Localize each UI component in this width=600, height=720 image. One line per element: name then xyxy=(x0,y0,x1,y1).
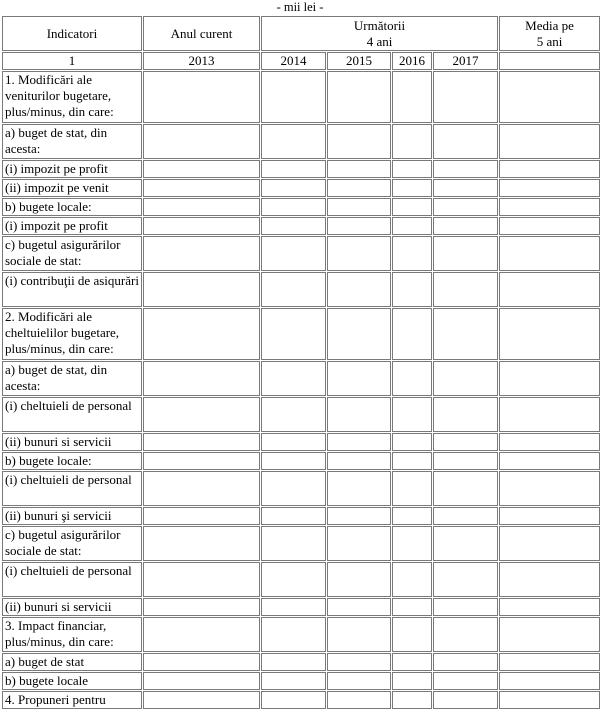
value-cell xyxy=(143,598,260,616)
table-row xyxy=(2,452,600,470)
indicator-label: c) bugetul asigurărilor sociale de stat: xyxy=(2,236,142,271)
header-anul-curent: Anul curent xyxy=(143,16,260,51)
value-cell xyxy=(143,160,260,178)
value-cell xyxy=(392,562,432,597)
value-cell xyxy=(433,160,498,178)
value-cell xyxy=(392,236,432,271)
value-cell xyxy=(392,672,432,690)
table-row xyxy=(2,272,600,307)
value-cell xyxy=(433,236,498,271)
value-cell xyxy=(327,198,391,216)
value-cell xyxy=(143,562,260,597)
table-row xyxy=(2,217,600,235)
value-cell xyxy=(499,526,600,561)
header-media-5-ani xyxy=(499,16,600,51)
value-cell xyxy=(261,433,326,451)
indicator-label: a) buget de stat, din acesta: xyxy=(2,361,142,396)
value-cell xyxy=(327,526,391,561)
value-cell xyxy=(327,236,391,271)
value-cell xyxy=(261,562,326,597)
value-cell xyxy=(327,397,391,432)
value-cell xyxy=(143,471,260,506)
header-media-line1: Media pe xyxy=(525,17,574,33)
value-cell xyxy=(143,124,260,159)
header-urmatorii-line2: 4 ani xyxy=(366,33,393,49)
value-cell xyxy=(499,272,600,307)
value-cell xyxy=(327,672,391,690)
value-cell xyxy=(143,672,260,690)
indicator-label: (i) contribuţii de asiqurări xyxy=(2,272,142,307)
value-cell xyxy=(327,452,391,470)
column-number-cell: 2013 xyxy=(143,52,260,70)
column-number-cell: 2016 xyxy=(392,52,432,70)
indicator-label: 4. Propuneri pentru xyxy=(2,691,142,709)
table-row xyxy=(2,198,600,216)
budget-impact-table xyxy=(1,15,600,710)
header-indicatori: Indicatori xyxy=(2,16,142,51)
value-cell xyxy=(327,598,391,616)
value-cell xyxy=(261,308,326,360)
value-cell xyxy=(143,691,260,709)
value-cell xyxy=(392,397,432,432)
value-cell xyxy=(261,272,326,307)
value-cell xyxy=(433,507,498,525)
unit-note: - mii lei - xyxy=(276,0,324,14)
value-cell xyxy=(327,617,391,652)
value-cell xyxy=(261,672,326,690)
value-cell xyxy=(392,179,432,197)
value-cell xyxy=(261,452,326,470)
value-cell xyxy=(392,433,432,451)
value-cell xyxy=(433,397,498,432)
value-cell xyxy=(392,526,432,561)
indicator-label: (ii) bunuri si servicii xyxy=(2,598,142,616)
table-row xyxy=(2,598,600,616)
table-row xyxy=(2,507,600,525)
table-row xyxy=(2,433,600,451)
value-cell xyxy=(499,653,600,671)
value-cell xyxy=(261,471,326,506)
value-cell xyxy=(392,452,432,470)
value-cell xyxy=(499,124,600,159)
value-cell xyxy=(499,179,600,197)
value-cell xyxy=(392,691,432,709)
value-cell xyxy=(327,179,391,197)
indicator-label: (i) impozit pe profit xyxy=(2,217,142,235)
indicator-label: b) bugete locale: xyxy=(2,198,142,216)
value-cell xyxy=(261,160,326,178)
table-row xyxy=(2,672,600,690)
value-cell xyxy=(261,598,326,616)
column-number-cell: 2017 xyxy=(433,52,498,70)
value-cell xyxy=(392,160,432,178)
column-number-cell: 2014 xyxy=(261,52,326,70)
value-cell xyxy=(392,361,432,396)
value-cell xyxy=(499,160,600,178)
value-cell xyxy=(392,272,432,307)
table-row xyxy=(2,361,600,396)
table-row xyxy=(2,71,600,123)
value-cell xyxy=(499,71,600,123)
value-cell xyxy=(143,433,260,451)
value-cell xyxy=(143,653,260,671)
value-cell xyxy=(143,272,260,307)
value-cell xyxy=(392,617,432,652)
table-row xyxy=(2,308,600,360)
value-cell xyxy=(143,217,260,235)
value-cell xyxy=(392,198,432,216)
column-number-cell: 2015 xyxy=(327,52,391,70)
value-cell xyxy=(433,617,498,652)
value-cell xyxy=(143,308,260,360)
value-cell xyxy=(143,236,260,271)
value-cell xyxy=(327,71,391,123)
indicator-label: a) buget de stat xyxy=(2,653,142,671)
value-cell xyxy=(499,691,600,709)
value-cell xyxy=(261,217,326,235)
indicator-label: 2. Modificări ale cheltuielilor bugetare, plus/minus, din care: xyxy=(2,308,142,360)
value-cell xyxy=(327,160,391,178)
value-cell xyxy=(143,617,260,652)
indicator-label: (ii) bunuri şi servicii xyxy=(2,507,142,525)
value-cell xyxy=(327,507,391,525)
value-cell xyxy=(143,526,260,561)
header-media-line2: 5 ani xyxy=(536,33,563,49)
value-cell xyxy=(433,308,498,360)
column-number-row xyxy=(2,52,600,70)
value-cell xyxy=(327,653,391,671)
indicator-label: b) bugete locale xyxy=(2,672,142,690)
column-number-cell: 1 xyxy=(2,52,142,70)
value-cell xyxy=(433,672,498,690)
table-row xyxy=(2,562,600,597)
table-row xyxy=(2,617,600,652)
table-row xyxy=(2,653,600,671)
header-urmatorii-line1: Următorii xyxy=(353,17,406,33)
value-cell xyxy=(433,361,498,396)
value-cell xyxy=(261,526,326,561)
value-cell xyxy=(499,217,600,235)
value-cell xyxy=(499,562,600,597)
value-cell xyxy=(261,361,326,396)
value-cell xyxy=(392,653,432,671)
value-cell xyxy=(261,653,326,671)
value-cell xyxy=(392,598,432,616)
value-cell xyxy=(143,361,260,396)
value-cell xyxy=(392,124,432,159)
value-cell xyxy=(261,71,326,123)
value-cell xyxy=(327,562,391,597)
value-cell xyxy=(433,217,498,235)
value-cell xyxy=(433,598,498,616)
value-cell xyxy=(327,217,391,235)
value-cell xyxy=(261,124,326,159)
header-urmatorii-4-ani xyxy=(261,16,498,51)
table-row xyxy=(2,124,600,159)
value-cell xyxy=(433,562,498,597)
indicator-label: 3. Impact financiar, plus/minus, din care: xyxy=(2,617,142,652)
value-cell xyxy=(499,452,600,470)
value-cell xyxy=(143,198,260,216)
value-cell xyxy=(433,691,498,709)
value-cell xyxy=(433,452,498,470)
value-cell xyxy=(327,361,391,396)
table-row xyxy=(2,179,600,197)
value-cell xyxy=(499,471,600,506)
value-cell xyxy=(327,308,391,360)
value-cell xyxy=(433,179,498,197)
indicator-label: (i) cheltuieli de personal xyxy=(2,562,142,597)
value-cell xyxy=(327,124,391,159)
value-cell xyxy=(261,198,326,216)
indicator-label: (i) cheltuieli de personal xyxy=(2,397,142,432)
value-cell xyxy=(143,452,260,470)
value-cell xyxy=(143,71,260,123)
value-cell xyxy=(433,198,498,216)
value-cell xyxy=(433,526,498,561)
value-cell xyxy=(499,236,600,271)
value-cell xyxy=(327,272,391,307)
value-cell xyxy=(392,308,432,360)
value-cell xyxy=(499,198,600,216)
table-row xyxy=(2,691,600,709)
value-cell xyxy=(499,672,600,690)
table-row xyxy=(2,160,600,178)
value-cell xyxy=(261,397,326,432)
value-cell xyxy=(499,433,600,451)
value-cell xyxy=(499,507,600,525)
value-cell xyxy=(499,397,600,432)
indicator-label: (i) impozit pe profit xyxy=(2,160,142,178)
table-row xyxy=(2,397,600,432)
value-cell xyxy=(143,397,260,432)
value-cell xyxy=(392,471,432,506)
value-cell xyxy=(261,507,326,525)
value-cell xyxy=(143,179,260,197)
value-cell xyxy=(433,433,498,451)
indicator-label: b) bugete locale: xyxy=(2,452,142,470)
table-row xyxy=(2,471,600,506)
value-cell xyxy=(261,691,326,709)
table-row xyxy=(2,236,600,271)
value-cell xyxy=(261,617,326,652)
indicator-label: 1. Modificări ale veniturilor bugetare, plus/minus, din care: xyxy=(2,71,142,123)
indicator-label: (i) cheltuieli de personal xyxy=(2,471,142,506)
value-cell xyxy=(392,71,432,123)
value-cell xyxy=(433,471,498,506)
column-number-cell xyxy=(499,52,600,70)
value-cell xyxy=(392,507,432,525)
value-cell xyxy=(499,617,600,652)
value-cell xyxy=(433,272,498,307)
indicator-label: a) buget de stat, din acesta: xyxy=(2,124,142,159)
value-cell xyxy=(327,471,391,506)
value-cell xyxy=(327,691,391,709)
value-cell xyxy=(433,124,498,159)
table-row xyxy=(2,526,600,561)
value-cell xyxy=(143,507,260,525)
value-cell xyxy=(261,236,326,271)
value-cell xyxy=(261,179,326,197)
value-cell xyxy=(433,71,498,123)
indicator-label: (ii) bunuri si servicii xyxy=(2,433,142,451)
indicator-label: c) bugetul asigurărilor sociale de stat: xyxy=(2,526,142,561)
value-cell xyxy=(327,433,391,451)
indicator-label: (ii) impozit pe venit xyxy=(2,179,142,197)
value-cell xyxy=(499,361,600,396)
value-cell xyxy=(499,308,600,360)
value-cell xyxy=(392,217,432,235)
value-cell xyxy=(433,653,498,671)
table-body xyxy=(2,71,600,709)
value-cell xyxy=(499,598,600,616)
